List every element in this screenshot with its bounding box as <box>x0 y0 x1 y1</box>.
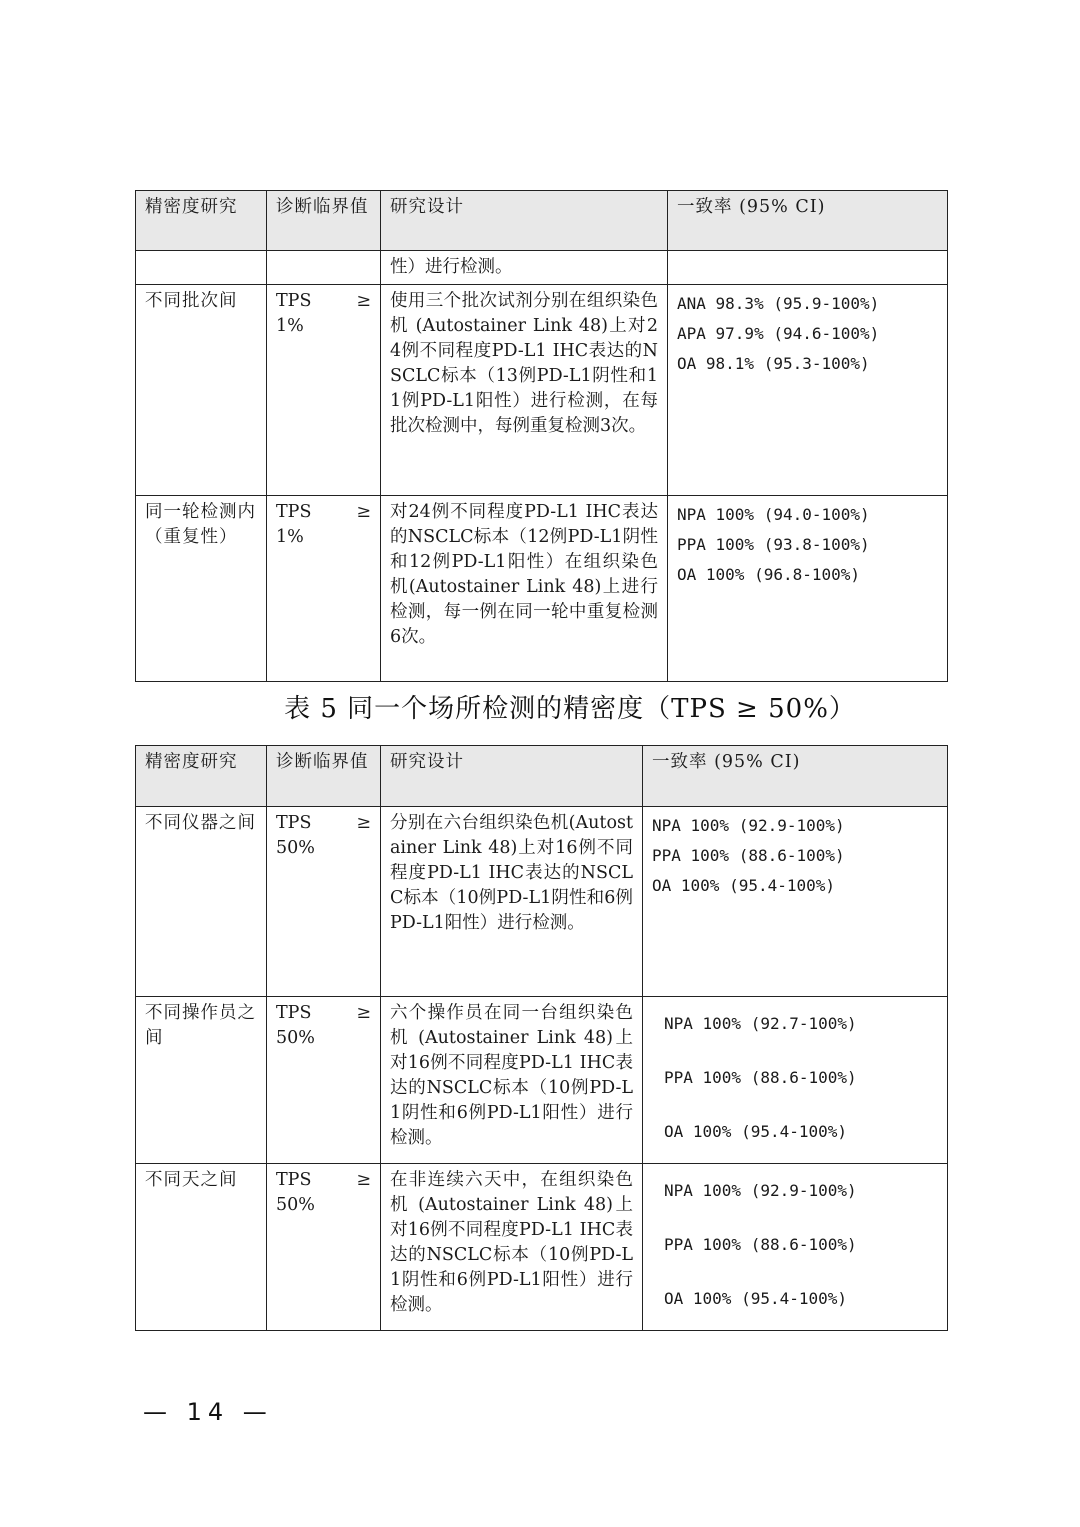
row-rate <box>668 496 948 682</box>
cutoff-operator: ≥ <box>356 502 371 522</box>
row-cutoff <box>267 496 381 682</box>
rate-line: PPA 100% (93.8-100%) <box>677 535 870 554</box>
cutoff-label: TPS <box>276 502 312 522</box>
table-row <box>136 1164 948 1331</box>
rate-line: PPA 100% (88.6-100%) <box>664 1235 857 1254</box>
header-rate: 一致率 (95% CI) <box>668 191 948 251</box>
row-rate <box>668 251 948 285</box>
row-study: 不同操作员之间 <box>136 997 267 1164</box>
row-design: 对24例不同程度PD-L1 IHC表达的NSCLC标本（12例PD-L1阴性和12例PD-L1阳性）在组织染色机(Autostainer Link 48)上进行检测，每一例在同一轮中重复检测6次。 <box>381 496 668 682</box>
rate-line: NPA 100% (92.7-100%) <box>664 1014 857 1033</box>
row-study <box>136 251 267 285</box>
rate-line: OA 98.1% (95.3-100%) <box>677 354 870 373</box>
row-study: 不同仪器之间 <box>136 807 267 997</box>
row-design: 使用三个批次试剂分别在组织染色机 (Autostainer Link 48)上对24例不同程度PD-L1 IHC表达的NSCLC标本（13例PD-L1阴性和11例PD-L1阳性）进行检测，在每批次检测中，每例重复检测3次。 <box>381 285 668 496</box>
rate-line: PPA 100% (88.6-100%) <box>652 846 845 865</box>
row-cutoff <box>267 807 381 997</box>
rate-line: OA 100% (95.4-100%) <box>664 1289 848 1308</box>
cutoff-value: 1% <box>276 527 304 547</box>
table-row <box>136 251 948 285</box>
row-design: 分别在六台组织染色机(Autostainer Link 48)上对16例不同程度PD-L1 IHC表达的NSCLC标本（10例PD-L1阴性和6例PD-L1阳性）进行检测。 <box>381 807 643 997</box>
cutoff-label: TPS <box>276 291 312 311</box>
row-design: 六个操作员在同一台组织染色机 (Autostainer Link 48)上对16例不同程度PD-L1 IHC表达的NSCLC标本（10例PD-L1阴性和6例PD-L1阳性）进行检测。 <box>381 997 643 1164</box>
header-study: 精密度研究 <box>136 191 267 251</box>
cutoff-label: TPS <box>276 1170 312 1190</box>
page-number: — 14 — <box>143 1398 273 1426</box>
cutoff-operator: ≥ <box>356 1170 371 1190</box>
header-cutoff: 诊断临界值 <box>267 191 381 251</box>
row-cutoff <box>267 1164 381 1331</box>
row-design: 性）进行检测。 <box>381 251 668 285</box>
header-design: 研究设计 <box>381 191 668 251</box>
table-header-row <box>136 191 948 251</box>
rate-line: NPA 100% (94.0-100%) <box>677 505 870 524</box>
rate-line: APA 97.9% (94.6-100%) <box>677 324 880 343</box>
header-study: 精密度研究 <box>136 746 267 807</box>
precision-table-tps50 <box>135 745 948 1331</box>
row-cutoff <box>267 285 381 496</box>
rate-line: OA 100% (95.4-100%) <box>652 876 836 895</box>
row-study: 不同天之间 <box>136 1164 267 1331</box>
header-rate: 一致率 (95% CI) <box>643 746 948 807</box>
cutoff-value: 50% <box>276 1028 315 1048</box>
cutoff-label: TPS <box>276 1003 312 1023</box>
table-header-row <box>136 746 948 807</box>
row-design: 在非连续六天中，在组织染色机 (Autostainer Link 48)上对16例不同程度PD-L1 IHC表达的NSCLC标本（10例PD-L1阴性和6例PD-L1阳性）进行检测。 <box>381 1164 643 1331</box>
row-cutoff <box>267 997 381 1164</box>
header-cutoff: 诊断临界值 <box>267 746 381 807</box>
table-row <box>136 496 948 682</box>
row-rate <box>643 1164 948 1331</box>
rate-line: OA 100% (95.4-100%) <box>664 1122 848 1141</box>
rate-line: PPA 100% (88.6-100%) <box>664 1068 857 1087</box>
row-cutoff <box>267 251 381 285</box>
rate-line: ANA 98.3% (95.9-100%) <box>677 294 880 313</box>
rate-line: NPA 100% (92.9-100%) <box>652 816 845 835</box>
row-rate <box>643 997 948 1164</box>
table-caption: 表 5 同一个场所检测的精密度（TPS ≥ 50%） <box>284 694 856 724</box>
cutoff-operator: ≥ <box>356 1003 371 1023</box>
row-rate <box>668 285 948 496</box>
cutoff-value: 1% <box>276 316 304 336</box>
row-study: 同一轮检测内（重复性） <box>136 496 267 682</box>
precision-table-continued <box>135 190 948 682</box>
row-rate <box>643 807 948 997</box>
cutoff-operator: ≥ <box>356 813 371 833</box>
cutoff-operator: ≥ <box>356 291 371 311</box>
cutoff-label: TPS <box>276 813 312 833</box>
rate-line: OA 100% (96.8-100%) <box>677 565 861 584</box>
rate-line: NPA 100% (92.9-100%) <box>664 1181 857 1200</box>
cutoff-value: 50% <box>276 1195 315 1215</box>
table-row <box>136 997 948 1164</box>
row-study: 不同批次间 <box>136 285 267 496</box>
table-row <box>136 285 948 496</box>
header-design: 研究设计 <box>381 746 643 807</box>
cutoff-value: 50% <box>276 838 315 858</box>
table-row <box>136 807 948 997</box>
